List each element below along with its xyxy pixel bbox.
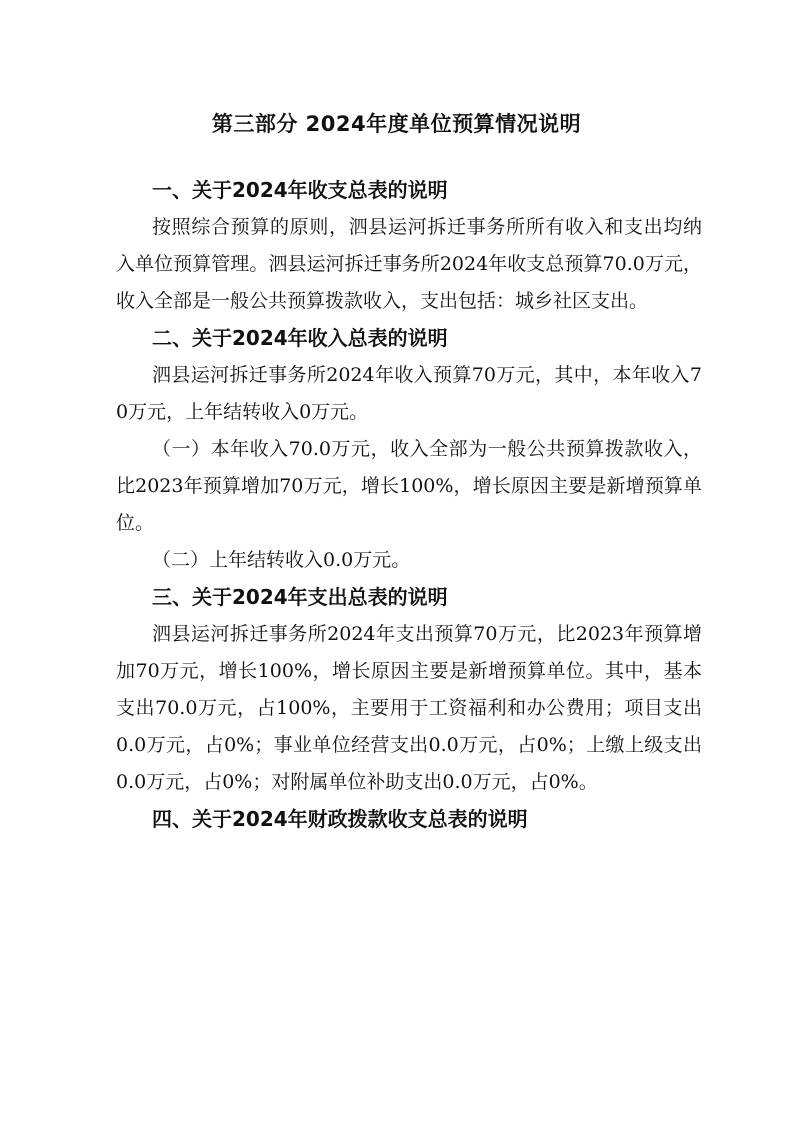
section-paragraph: 泗县运河拆迁事务所2024年收入预算70万元，其中，本年收入70万元，上年结转收入0万元。: [116, 364, 702, 423]
section-paragraph: 按照综合预算的原则，泗县运河拆迁事务所所有收入和支出均纳入单位预算管理。泗县运河拆迁事务所2024年收支总预算70.0万元，收入全部是一般公共预算拨款收入，支出包括：城乡社区支出。: [116, 216, 702, 312]
section-heading: 一、关于2024年收支总表的说明: [152, 178, 448, 202]
section-4: [116, 801, 702, 838]
section-heading: 四、关于2024年财政拨款收支总表的说明: [152, 807, 528, 831]
section-heading: 二、关于2024年收入总表的说明: [152, 326, 448, 350]
section-3: [116, 579, 702, 801]
section-paragraph: （二）上年结转收入0.0万元。: [152, 549, 411, 571]
document-body: [116, 172, 702, 838]
section-1: [116, 172, 702, 320]
section-paragraph: 泗县运河拆迁事务所2024年支出预算70万元，比2023年预算增加70万元，增长100%，增长原因主要是新增预算单位。其中，基本支出70.0万元，占100%，主要用于工资福利和办公费用；项目支出0.0万元，占0%；事业单位经营支出0.0万元，占0%；上缴上级支出0.0万元，占0%；对附属单位补助支出0.0万元，占0%。: [116, 623, 702, 793]
section-heading: 三、关于2024年支出总表的说明: [152, 585, 448, 609]
section-paragraph: （一）本年收入70.0万元，收入全部为一般公共预算拨款收入，比2023年预算增加70万元，增长100%，增长原因主要是新增预算单位。: [116, 438, 702, 534]
section-2: [116, 320, 702, 579]
page-title: 第三部分 2024年度单位预算情况说明: [211, 112, 582, 136]
